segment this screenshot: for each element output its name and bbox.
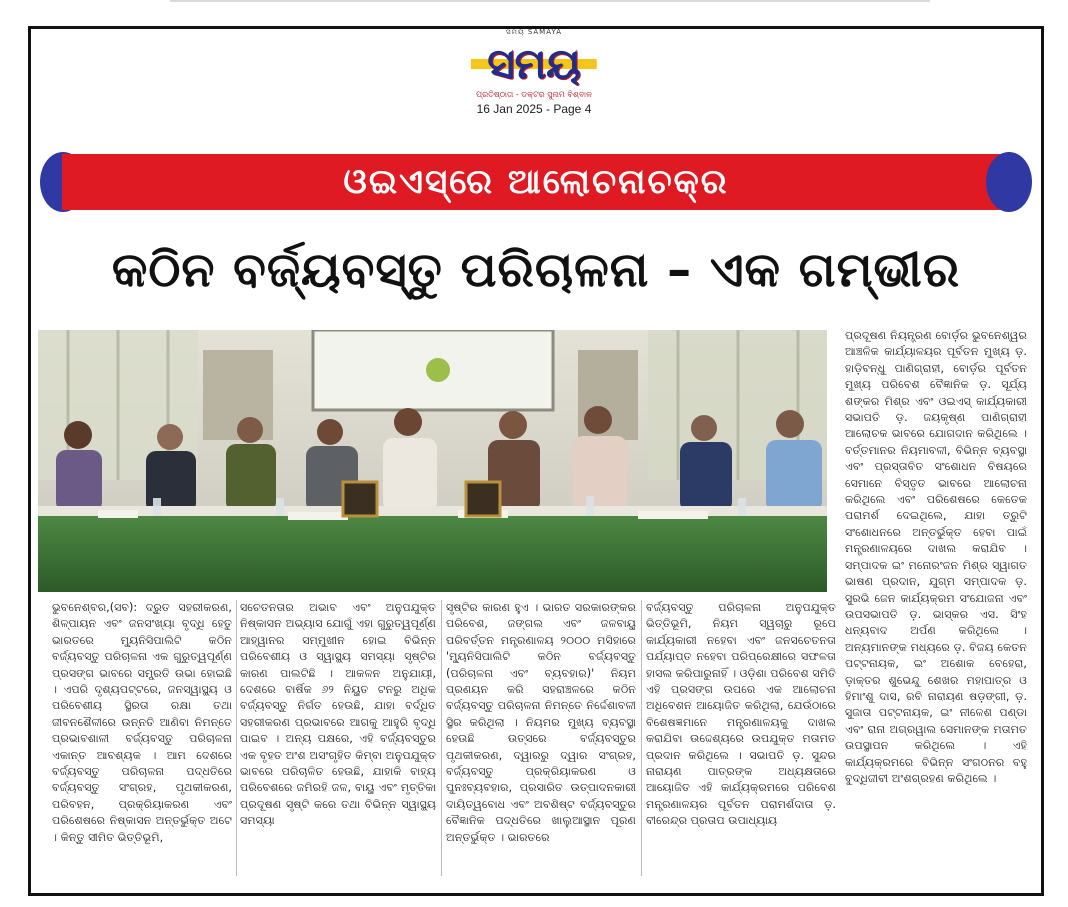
dateline: 16 Jan 2025 - Page 4 <box>476 102 592 116</box>
headline: କଠିନ ବର୍ଜ୍ୟବସ୍ତୁ ପରିଚାଳନା – ଏକ ଗମ୍ଭୀର <box>111 242 961 298</box>
masthead <box>0 28 1068 116</box>
article-column-3 <box>446 600 636 882</box>
newspaper-logo: ସମୟ <box>471 39 596 89</box>
column-divider <box>441 600 442 876</box>
logo-subtitle: ପ୍ରତିଷ୍ଠାତା - ଡକ୍ଟର ସୁନାମ ବିଶ୍ବାଳ <box>476 90 592 99</box>
seminar-photo-illustration <box>38 330 827 592</box>
kicker-text: ଓଇଏସ୍‌ରେ ଆଲୋଚନାଚକ୍ର <box>343 162 729 202</box>
logo-tag: ସମୟ SAMAYA <box>506 28 562 36</box>
article-column-1 <box>52 600 232 882</box>
column-text: ବର୍ଜ୍ୟବସ୍ତୁ ପରିଚାଳନା ଅନୁପଯୁକ୍ତ ଭିତ୍ତିଭୂମି, ନିୟମ ସ୍ୱଚାରୁ ରୂପେ କାର୍ଯ୍ୟକାରୀ ନହେବା ଏବଂ ଜନସଚେତନତା ପର୍ଯ୍ୟାପ୍ତ ନହେବା ପରିପ୍ରେକ୍ଷୀରେ ସଫଳତା ହାସଲ କରିପାରୁନାହିଁ । ଓଡ଼ିଶା ପରିବେଶ ସମିତି ଏହି ପ୍ରସଙ୍ଗ ଉପରେ ଏକ ଆଲୋଚନା ଅଧିବେଶନ ଆୟୋଜିତ କରିଥିଲା, ଯେଉଁଠାରେ ବିଶେଷଜ୍ଞମାନେ ମନ୍ତ୍ରଣାଳୟକୁ ଦାଖଲ କରାଯିବା ଉଦ୍ଦେଶ୍ୟରେ ଉପଯୁକ୍ତ ମତାମତ ପ୍ରଦାନ କରିଥିଲେ । ସଭାପତି ଡ଼. ସୁନ୍ଦର ନାରାୟଣ ପାତ୍ରଙ୍କ ଅଧ୍ୟକ୍ଷତାରେ ଆୟୋଜିତ ଏହି କାର୍ଯ୍ୟକ୍ରମରେ ପରିବେଶ ମନ୍ତ୍ରଣାଳୟର ପୂର୍ବତନ ପରାମର୍ଶଦାତା ଡ଼. ବୀରେନ୍ଦ୍ର ପ୍ରତାପ ଉପାଧ୍ୟାୟ <box>646 601 836 828</box>
column-text: ଭୁବନେଶ୍ବର,(ସବ): ଦ୍ରୁତ ସହରୀକରଣ, ଶିଳ୍ପାୟନ ଏବଂ ଜନସଂଖ୍ୟା ବୃଦ୍ଧି ହେତୁ ଭାରତରେ ମ୍ୟୁନିସିପାଲିଟି କଠିନ ବର୍ଜ୍ୟବସ୍ତୁ ପରିଚାଳନା ଏକ ଗୁରୁତ୍ୱପୂର୍ଣ୍ଣ ପ୍ରସଙ୍ଗ ଭାବରେ ସମ୍ପ୍ରତି ଉଭା ହୋଇଛି । ଏପରି ଦୃଶ୍ୟପଟ୍ଟରେ, ଜନସ୍ୱାସ୍ଥ୍ୟ ଓ ପରିବେଶୀୟ ସ୍ଥିରତା ରକ୍ଷା ତଥା ଜୀବନଶୈଳୀରେ ଉନ୍ନତି ଆଣିବା ନିମନ୍ତେ ପ୍ରଭାବଶାଳୀ ବର୍ଜ୍ୟବସ୍ତୁ ପରିଚାଳନା ଏକାନ୍ତ ଆବଶ୍ୟକ । ଆମ ଦେଶରେ ବର୍ଜ୍ୟବସ୍ତୁ ପରିଚାଳନା ପଦ୍ଧତିରେ ବର୍ଜ୍ୟବସ୍ତୁ ସଂଗ୍ରହ, ପୃଥକୀକରଣ, ପରିବହନ, ପ୍ରକ୍ରିୟାକରଣ ଏବଂ ପରିଶେଷରେ ନିଷ୍କାସନ ଅନ୍ତର୍ଭୁକ୍ତ ଅଟେ । କିନ୍ତୁ ସୀମିତ ଭିତ୍ତିଭୂମି, <box>52 601 232 844</box>
column-text: ପ୍ରଦୂଷଣ ନିୟନ୍ତ୍ରଣ ବୋର୍ଡ଼ର ଭୁବନେଶ୍ୱର ଆଞ୍ଚଳିକ କାର୍ଯ୍ୟାଳୟର ପୂର୍ବତନ ମୁଖ୍ୟ ଡ଼. ହାଡ଼ିବନ୍ଧୁ ପାଣିଗ୍ରାହୀ, ବୋର୍ଡ଼ର ପୂର୍ବତନ ମୁଖ୍ୟ ପରିବେଶ ବୈଜ୍ଞାନିକ ଡ଼. ସୂର୍ଯ୍ୟ ଶଙ୍କର ମିଶ୍ର ଏବଂ ଓଇଏସ୍ କାର୍ଯ୍ୟକାରୀ ସଭାପତି ଡ଼. ଜୟକୃଷ୍ଣ ପାଣିଗ୍ରାହୀ ଆଲୋଚକ ଭାବରେ ଯୋଗଦାନ କରିଥିଲେ । ବର୍ତ୍ତମାନର ନିୟମାବଳୀ, ବିଭିନ୍ନ ବ୍ୟବସ୍ଥା ଏବଂ ପ୍ରସ୍ତାବିତ ସଂଶୋଧନ ବିଷୟରେ ସେମାନେ ବିସ୍ତୃତ ଭାବରେ ଆଲୋଚନା କରିଥିଲେ ଏବଂ ପରିଶେଷରେ କେତେକ ପରାମର୍ଶ ଦେଇଥିଲେ, ଯାହା ତ୍ରୁଟି ସଂଶୋଧନରେ ଅନ୍ତର୍ଭୁକ୍ତ ହେବା ପାଇଁ ମନ୍ତ୍ରଣାଳୟରେ ଦାଖଲ କରାଯିବ । ସମ୍ପାଦକ ଇଂ ମନୋରଂଜନ ମିଶ୍ର ସ୍ୱାଗତ ଭାଷଣ ପ୍ରଦାନ, ଯୁଗ୍ମ ସମ୍ପାଦକ ଡ଼. ସୁରଭି ଜେନ କାର୍ଯ୍ୟକ୍ରମ ସଂଯୋଜନା ଏବଂ ଉପସଭାପତି ଡ଼. ଭାସ୍କର ଏସ. ସିଂହ ଧନ୍ୟବାଦ ଅର୍ପଣ କରିଥିଲେ । ଅନ୍ୟମାନଙ୍କ ମଧ୍ୟରେ ଡ଼. ବିଜୟ କେତନ ପଟ୍ଟନାୟକ, ଇଂ ଅଶୋକ ବେହେରା, ଡ଼ାକ୍ତର ଶୁଭେନ୍ଦୁ ଶେଖର ମହାପାତ୍ର ଓ ହିମାଂଶୁ ଦାସ, ରବି ନାରାୟଣ ଷଡ଼ଙ୍ଗୀ, ଡ଼. ସୁଜାତା ପଟ୍ଟନାୟକ, ଇଂ ନୀଳେଶ ପଣ୍ଡା ଏବଂ ରାନା ଅଗ୍ରୱାଲ ସେମାନଙ୍କ ମତାମତ ଉପସ୍ଥାପନ କରିଥିଲେ । ଏହି କାର୍ଯ୍ୟକ୍ରମରେ ବିଭିନ୍ନ ସଂଗଠନର ବହୁ ବୁଦ୍ଧିଜୀବୀ ଅଂଶଗ୍ରହଣ କରିଥିଲେ । <box>845 329 1027 785</box>
column-text: ସୃଷ୍ଟିର କାରଣ ହୁଏ । ଭାରତ ସରକାରଙ୍କର ପରିବେଶ, ଜଙ୍ଗଲ ଏବଂ ଜଳବାୟୁ ପରିବର୍ତ୍ତନ ମନ୍ତ୍ରଣାଳୟ ୨୦୦୦ ମସିହାରେ 'ମ୍ୟୁନିସିପାଲିଟି କଠିନ ବର୍ଜ୍ୟବସ୍ତୁ (ପରିଚାଳନା ଏବଂ ବ୍ୟବହାର)' ନିୟମ ପ୍ରଣୟନ କରି ସହରାଞ୍ଚଳରେ କଠିନ ବର୍ଜ୍ୟବସ୍ତୁ ପରିଚାଳନା ନିମନ୍ତେ ନିର୍ଦ୍ଦେଶାବଳୀ ସ୍ଥିର କରିଥିଲା । ନିୟମର ମୁଖ୍ୟ ବ୍ୟବସ୍ଥା ହେଉଛି ଉତ୍ସରେ ବର୍ଜ୍ୟବସ୍ତୁର ପୃଥକୀକରଣ, ଦ୍ୱାରରୁ ଦ୍ୱାର ସଂଗ୍ରହ, ବର୍ଜ୍ୟବସ୍ତୁ ପ୍ରକ୍ରିୟାକରଣ ଓ ପୁନଃବ୍ୟବହାର, ପ୍ରସାରିତ ଉତ୍ପାଦନକାରୀ ଦାୟିତ୍ୱବୋଧ ଏବଂ ଅବଶିଷ୍ଟ ବର୍ଜ୍ୟବସ୍ତୁର ବୈଜ୍ଞାନିକ ପଦ୍ଧତିରେ ଖାଲୁଆସ୍ଥାନ ପୂରଣ ଅନ୍ତର୍ଭୁକ୍ତ । ଭାରତରେ <box>446 601 636 844</box>
article-column-5 <box>845 328 1027 882</box>
column-divider <box>236 600 237 876</box>
column-text: ସଚେତନତାର ଅଭାବ ଏବଂ ଅନୁପଯୁକ୍ତ ନିଷ୍କାସନ ଅଭ୍ୟାସ ଯୋଗୁଁ ଏହା ଗୁରୁତ୍ୱପୂର୍ଣ୍ଣ ଆହ୍ୱାନର ସମ୍ମୁଖୀନ ହୋଇ ବିଭିନ୍ନ ପରିବେଶୀୟ ଓ ସ୍ୱାସ୍ଥ୍ୟ ସମସ୍ୟା ସୃଷ୍ଟିର କାରଣ ପାଲଟିଛି । ଆକଳନ ଅନୁଯାୟୀ, ଦେଶରେ ବାର୍ଷିକ ୬୨ ନିୟୁତ ଟନରୁ ଅଧିକ ବର୍ଜ୍ୟବସ୍ତୁ ନିର୍ଗତ ହେଉଛି, ଯାହା ବର୍ଦ୍ଧିତ ସହରୀକରଣ ପ୍ରଭାବରେ ଆଗକୁ ଆହୁରି ବୃଦ୍ଧି ପାଇବ । ଅନ୍ୟ ପକ୍ଷରେ, ଏହି ବର୍ଜ୍ୟବସ୍ତୁର ଏକ ବୃହତ ଅଂଶ ଅସଂଗୃହିତ କିମ୍ବା ଅନୁପଯୁକ୍ତ ଭାବରେ ପରିଚାଳିତ ହେଉଛି, ଯାହାକି ବାହ୍ୟ ପରିବେଶରେ ଜମିରହି ଜଳ, ବାୟୁ ଏବଂ ମୃତ୍ତିକା ପ୍ରଦୂଷଣ ସୃଷ୍ଟି କରେ ତଥା ବିଭିନ୍ନ ସ୍ୱାସ୍ଥ୍ୟ ସମସ୍ୟା <box>240 601 436 828</box>
article-column-4 <box>646 600 836 882</box>
article-column-2 <box>240 600 436 882</box>
column-divider <box>641 600 642 876</box>
top-rule <box>170 0 930 2</box>
kicker-banner <box>40 152 1032 212</box>
news-photo <box>38 330 827 592</box>
